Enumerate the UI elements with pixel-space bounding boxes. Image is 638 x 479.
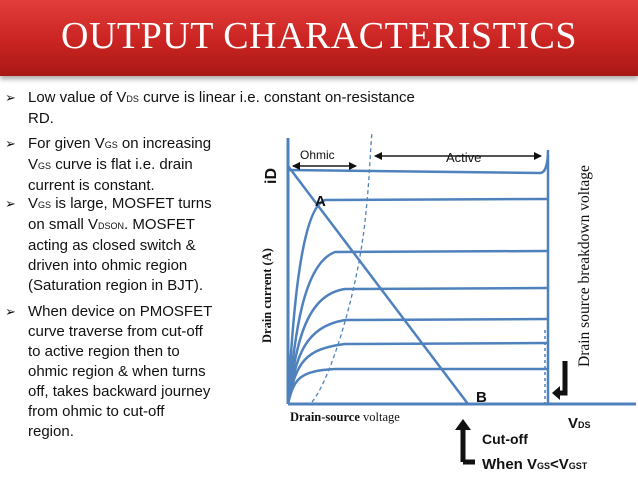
x-axis-label: Drain-source voltage — [290, 410, 400, 424]
text-segment: to active region then to — [28, 343, 180, 360]
ohmic-boundary-dashed — [312, 133, 372, 402]
text-segment: V — [28, 156, 39, 173]
bullet-arrow-icon: ➢ — [5, 136, 16, 151]
cutoff-label: Cut-off — [482, 431, 528, 447]
text-segment: curve traverse from cut-off — [28, 323, 203, 340]
text-segment: current is constant. — [28, 177, 155, 194]
characteristic-curve — [288, 199, 548, 404]
breakdown-hook-arrowhead — [552, 386, 560, 400]
text-segment: curve is linear i.e. constant on-resistance — [138, 89, 415, 106]
text-segment: is large, MOSFET turns — [51, 195, 212, 212]
point-b-label: B — [476, 389, 487, 406]
vds-label: VDS — [568, 415, 591, 432]
text-segment: (Saturation region in BJT). — [28, 277, 204, 294]
text-segment: from ohmic to cut-off — [28, 403, 165, 420]
bullet-arrow-icon: ➢ — [5, 304, 16, 319]
y-axis-label: Drain current (A) — [260, 248, 274, 343]
subscript-text: DS — [126, 94, 139, 104]
subscript-text: GS — [38, 200, 52, 210]
id-label: iD — [263, 168, 280, 184]
text-segment: For given V — [28, 135, 105, 152]
text-segment: V — [28, 195, 39, 212]
text-segment: on increasing — [117, 135, 212, 152]
characteristic-curve — [288, 343, 548, 404]
active-label: Active — [446, 150, 482, 165]
cutoff-condition-label: When VGS<VGST — [482, 456, 588, 473]
text-segment: on small V — [28, 216, 99, 233]
bullet-arrow-icon: ➢ — [5, 90, 16, 105]
text-segment: Low value of V — [28, 89, 127, 106]
text-segment: RD. — [28, 110, 54, 127]
characteristic-curve — [288, 319, 548, 404]
text-segment: When device on PMOSFET — [28, 303, 213, 320]
breakdown-label: Drain source breakdown voltage — [576, 165, 593, 367]
slide-title: OUTPUT CHARACTERISTICS — [61, 15, 577, 57]
text-segment: off, takes backward journey — [28, 383, 211, 400]
subscript-text: GS — [38, 161, 52, 171]
characteristic-curve — [288, 288, 548, 404]
subscript-text: GS — [104, 140, 118, 150]
text-segment: curve is flat i.e. drain — [51, 156, 193, 173]
ohmic-label: Ohmic — [300, 148, 335, 162]
text-segment: ohmic region & when turns — [28, 363, 206, 380]
bullet-arrow-icon: ➢ — [5, 196, 16, 211]
text-segment: driven into ohmic region — [28, 257, 188, 274]
text-segment: . MOSFET — [124, 216, 195, 233]
text-segment: acting as closed switch & — [28, 237, 196, 254]
subscript-text: DSON — [98, 221, 125, 231]
characteristic-curve — [288, 251, 548, 404]
text-segment: region. — [28, 423, 74, 440]
point-a-label: A — [315, 193, 326, 210]
cutoff-hook-arrowhead — [455, 419, 471, 430]
